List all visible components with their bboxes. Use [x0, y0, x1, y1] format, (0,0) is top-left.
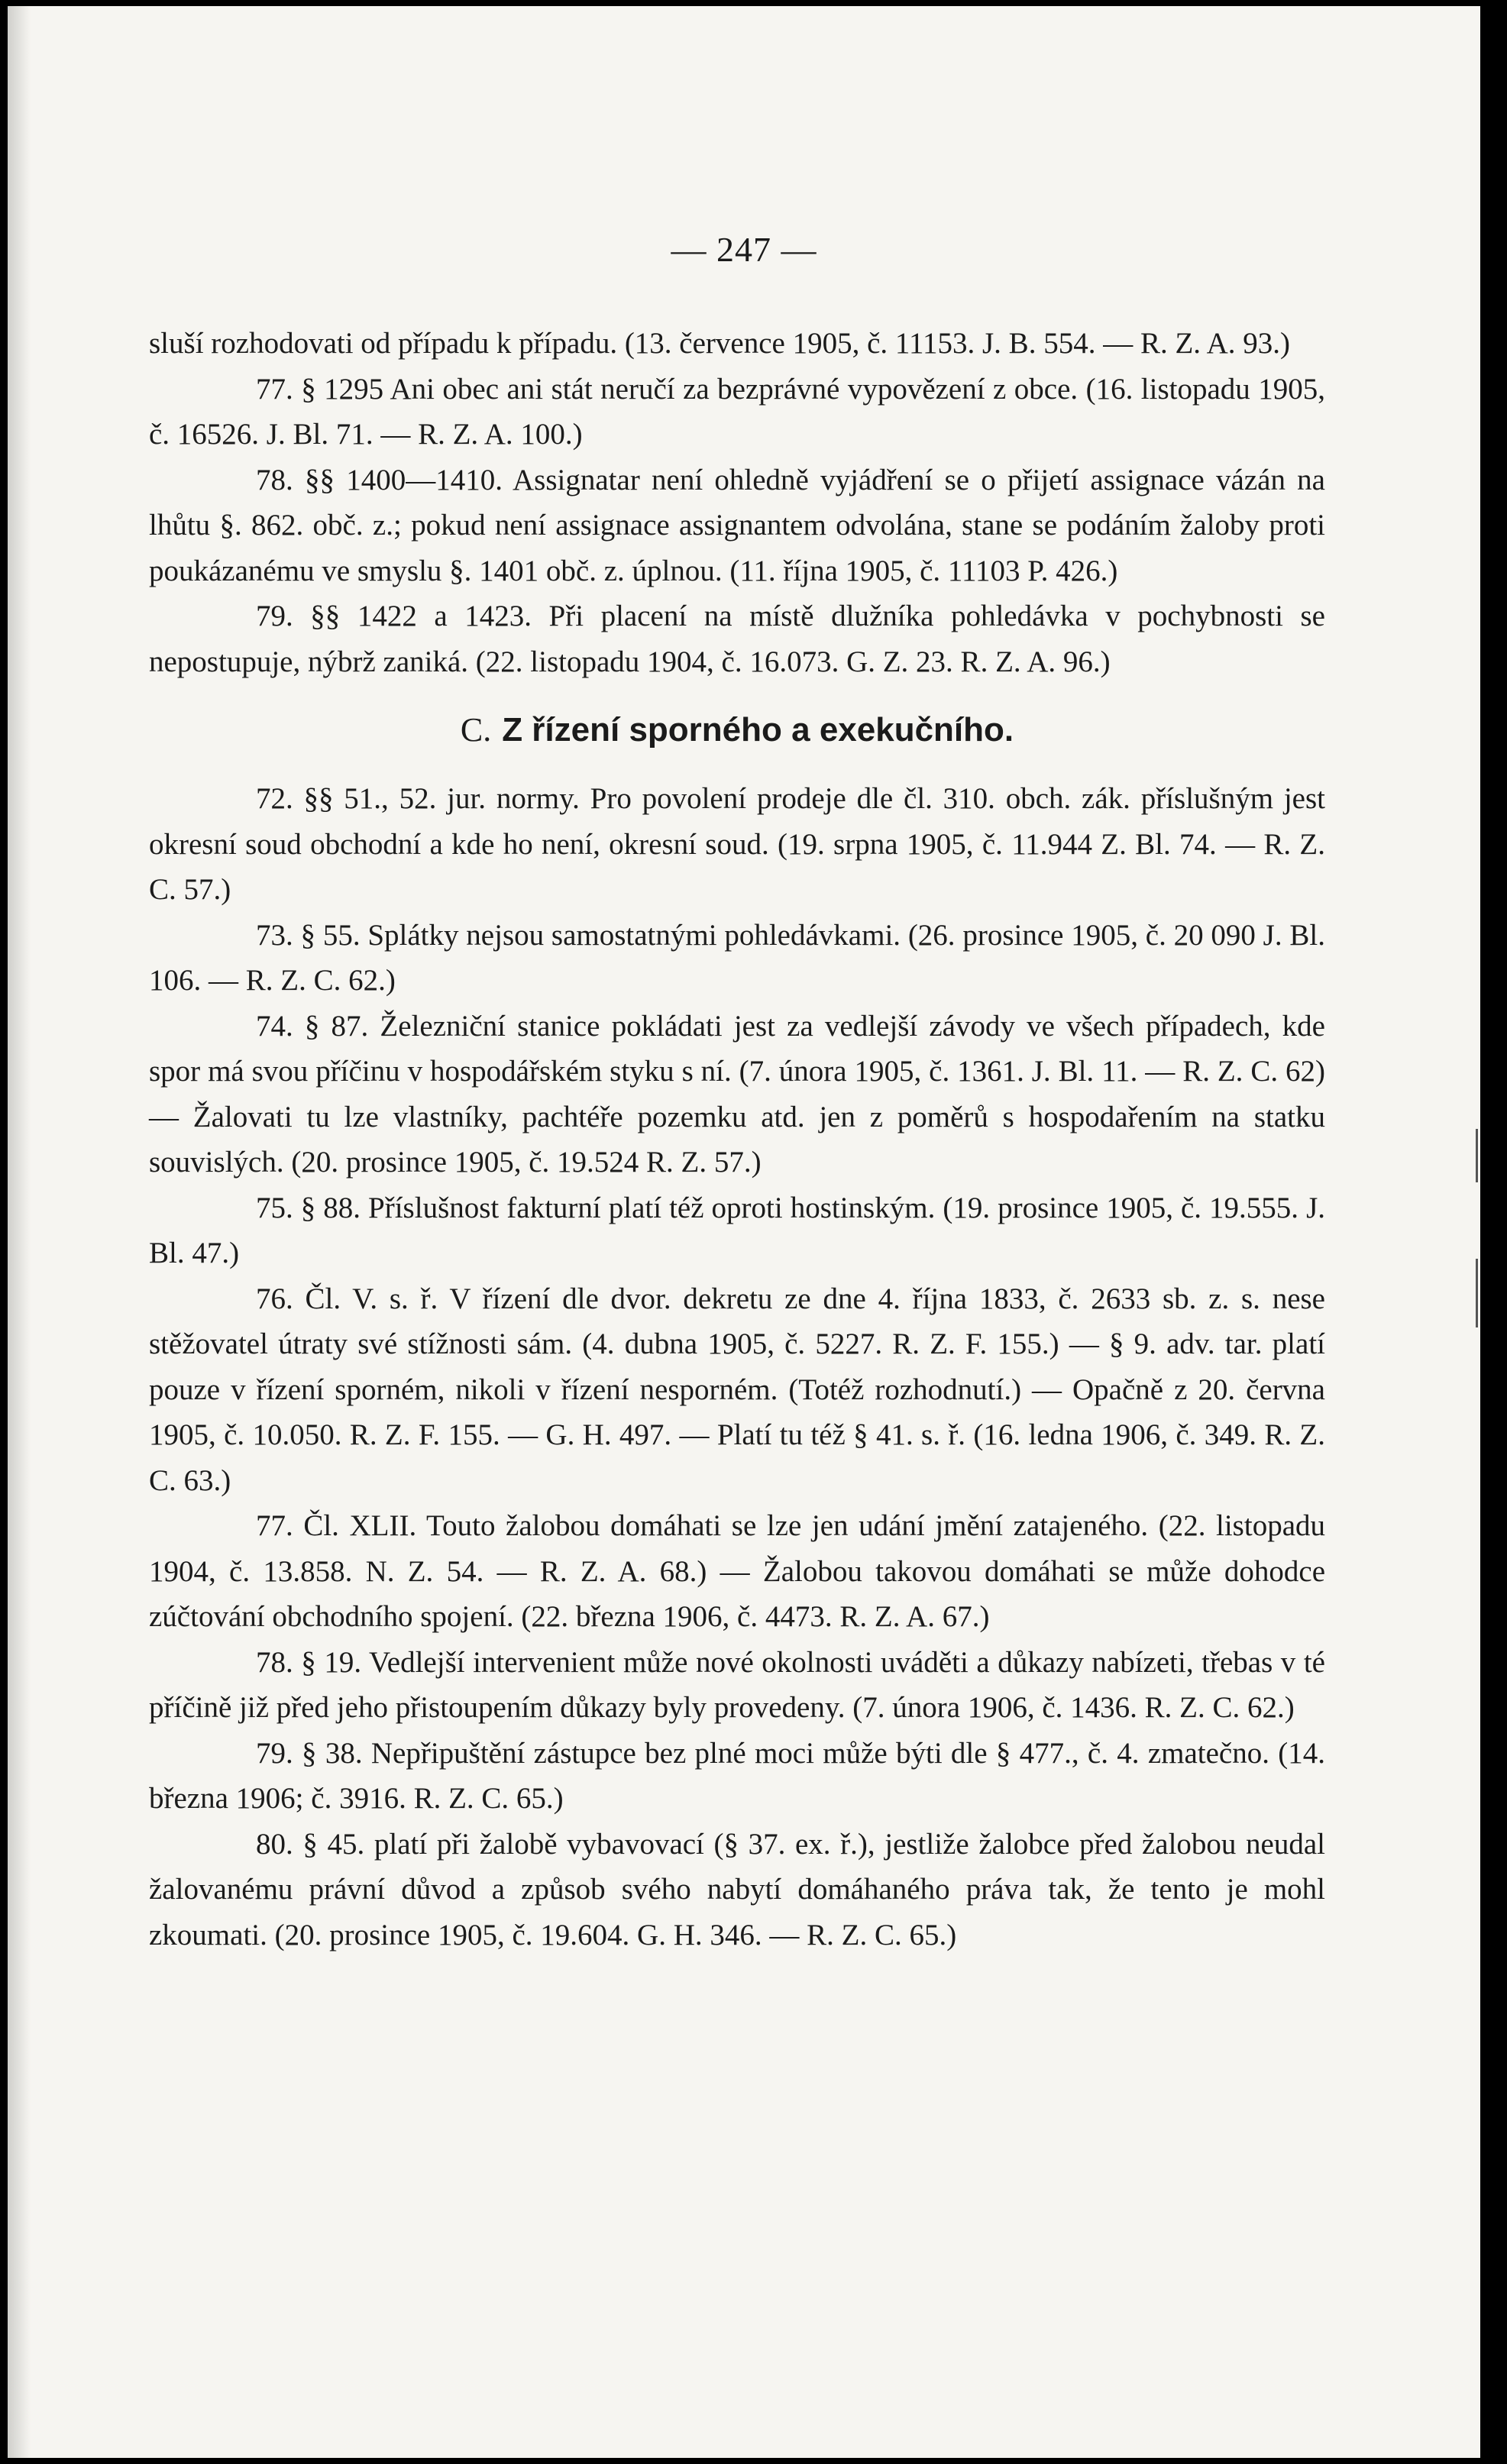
paragraph-79: 79. §§ 1422 a 1423. Při placení na místě dlužníka pohledávka v pochybnosti se nepostupuje, nýbrž zaniká. (22. listopadu 1904, č. 16.073. G. Z. 23. R. Z. A. 96.): [149, 600, 1325, 678]
body-text: [149, 321, 1325, 1958]
margin-mark: [1476, 1259, 1478, 1327]
paragraph-74: 74. § 87. Železniční stanice pokládati jest za vedlejší závody ve všech případech, kde spor má svou příčinu v hospodářském styku s ní. (7. února 1905, č. 1361. J. Bl. 11. — R. Z. C. 62) — Žalovati tu lze vlastníky, pachtéře pozemku atd. jen z poměrů s hospodařením na statku souvislých. (20. prosince 1905, č. 19.524 R. Z. 57.): [149, 1009, 1325, 1179]
page-edge-shadow: [8, 6, 31, 2458]
paragraph-73: 73. § 55. Splátky nejsou samostatnými pohledávkami. (26. prosince 1905, č. 20 090 J. Bl. 106. — R. Z. C. 62.): [149, 918, 1325, 997]
paragraph-77: 77. § 1295 Ani obec ani stát neručí za bezprávné vypovězení z obce. (16. listopadu 1905, č. 16526. J. Bl. 71. — R. Z. A. 100.): [149, 372, 1325, 451]
page-number: — 247 —: [671, 230, 817, 269]
paragraph-79b: 79. § 38. Nepřipuštění zástupce bez plné moci může býti dle § 477., č. 4. zmatečno. (14. března 1906; č. 3916. R. Z. C. 65.): [149, 1736, 1325, 1815]
paragraph-77b: 77. Čl. XLII. Touto žalobou domáhati se lze jen udání jmění zatajeného. (22. listopadu 1904, č. 13.858. N. Z. 54. — R. Z. A. 68.) — Žalobou takovou domáhati se může dohodce zúčtování obchodního spojení. (22. března 1906, č. 4473. R. Z. A. 67.): [149, 1509, 1325, 1633]
paragraph-continuation: sluší rozhodovati od případu k případu. (13. července 1905, č. 11153. J. B. 554. — R. Z. A. 93.): [149, 327, 1291, 360]
section-heading: [149, 707, 1325, 753]
paragraph-75: 75. § 88. Příslušnost fakturní platí též oproti hostinským. (19. prosince 1905, č. 19.555. J. Bl. 47.): [149, 1191, 1325, 1269]
paragraph-72: 72. §§ 51., 52. jur. normy. Pro povolení prodeje dle čl. 310. obch. zák. příslušným jest okresní soud obchodní a kde ho není, okresní soud. (19. srpna 1905, č. 11.944 Z. Bl. 74. — R. Z. C. 57.): [149, 782, 1325, 906]
section-title: Z řízení sporného a exekučního.: [502, 711, 1014, 749]
paragraph-78b: 78. § 19. Vedlejší intervenient může nové okolnosti uváděti a důkazy nabízeti, třebas v té příčině již před jeho přistoupením důkazy byly provedeny. (7. února 1906, č. 1436. R. Z. C. 62.): [149, 1645, 1325, 1724]
scanned-page: [8, 6, 1480, 2458]
paragraph-76: 76. Čl. V. s. ř. V řízení dle dvor. dekretu ze dne 4. října 1833, č. 2633 sb. z. s. nese stěžovatel útraty své stížnosti sám. (4. dubna 1905, č. 5227. R. Z. F. 155.) — § 9. adv. tar. platí pouze v řízení sporném, nikoli v řízení nesporném. (Totéž rozhodnutí.) — Opačně z 20. června 1905, č. 10.050. R. Z. F. 155. — G. H. 497. — Platí tu též § 41. s. ř. (16. ledna 1906, č. 349. R. Z. C. 63.): [149, 1282, 1325, 1497]
paragraph-80: 80. § 45. platí při žalobě vybavovací (§ 37. ex. ř.), jestliže žalobce před žalobou neudal žalovanému právní důvod a způsob svého nabytí domáhaného práva tak, že tento je mohl zkoumati. (20. prosince 1905, č. 19.604. G. H. 346. — R. Z. C. 65.): [149, 1827, 1325, 1951]
margin-mark: [1476, 1129, 1478, 1182]
section-letter: C.: [460, 711, 492, 749]
paragraph-78: 78. §§ 1400—1410. Assignatar není ohledně vyjádření se o přijetí assignace vázán na lhůtu §. 862. obč. z.; pokud není assignace assignantem odvolána, stane se podáním žaloby proti poukázanému ve smyslu §. 1401 obč. z. úplnou. (11. října 1905, č. 11103 P. 426.): [149, 463, 1325, 587]
